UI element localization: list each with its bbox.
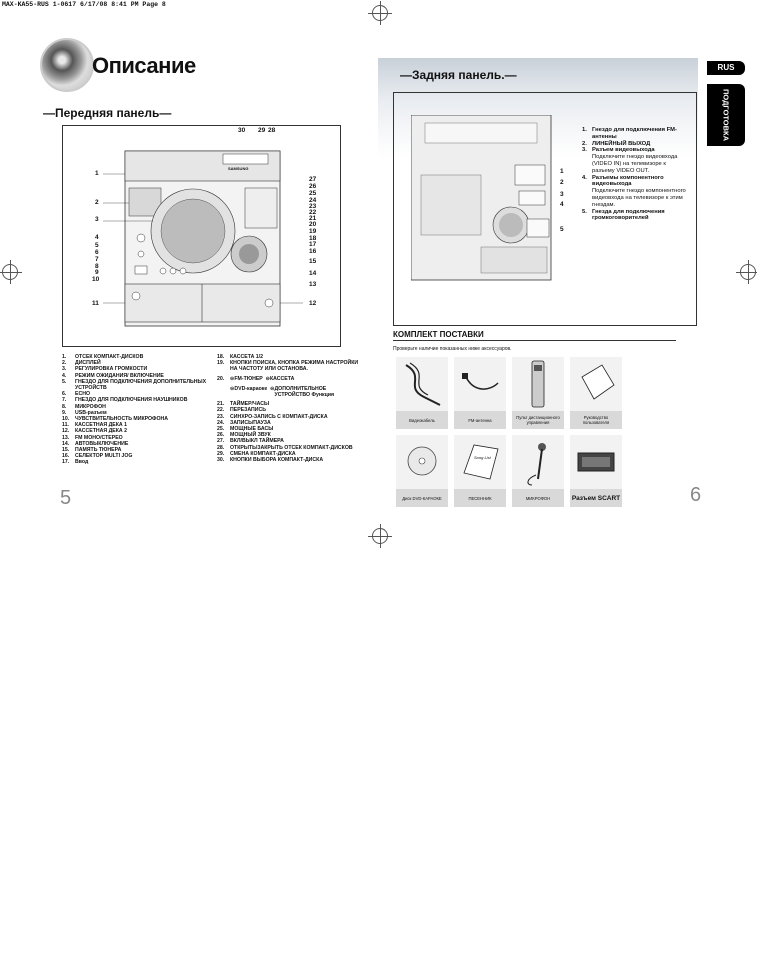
list-item-number: 5. <box>62 378 67 385</box>
callout-15: 15 <box>309 258 317 265</box>
list-item-text: РЕГУЛИРОВКА ГРОМКОСТИ <box>75 366 148 373</box>
list-item-number: 29. <box>217 450 225 457</box>
rear-item-text: Разъемы компонентного видеовыхода <box>592 174 664 188</box>
rear-item <box>582 209 690 223</box>
rear-callout-5: 5 <box>560 226 564 233</box>
callout-24: 24 <box>309 197 317 204</box>
callout-16: 16 <box>309 248 317 255</box>
registration-mark-icon <box>372 528 388 544</box>
front-panel-illustration <box>63 126 340 346</box>
accessory-user-manual: Руководство пользователя <box>570 357 622 429</box>
accessory-dvd-disc: Диск DVD-КАРАОКЕ <box>396 435 448 507</box>
rear-item-number: 4. <box>582 174 587 181</box>
list-item-number: 14. <box>62 440 70 447</box>
kit-title: КОМПЛЕКТ ПОСТАВКИ <box>393 330 676 341</box>
list-item-text: ОТКРЫТЬ/ЗАКРЫТЬ ОТСЕК КОМПАКТ-ДИСКОВ <box>230 444 353 451</box>
list-item-text: ВКЛ/ВЫКЛ ТАЙМЕРА <box>230 438 284 445</box>
rear-item-number <box>582 154 592 174</box>
list-item-number: 2. <box>62 360 67 367</box>
callout-3: 3 <box>95 216 99 223</box>
callout-11: 11 <box>92 300 99 307</box>
list-item-number: 22. <box>217 407 225 414</box>
rear-item <box>582 188 690 208</box>
list-item-text: ТАЙМЕР/ЧАСЫ <box>230 401 270 408</box>
rear-item-text: Гнездо для подключения FM-антенны <box>592 127 677 140</box>
rear-item-text: Подключите гнездо компонентного видеовхода на телевизоре к этим гнездам. <box>592 188 686 208</box>
callout-2: 2 <box>95 199 99 206</box>
list-item-number: 19. <box>217 360 225 367</box>
list-item-text: РЕЖИМ ОЖИДАНИЯ/ ВКЛЮЧЕНИЕ <box>75 372 164 379</box>
front-list-col2a <box>217 354 367 373</box>
accessory-fm-antenna: FM-антенна <box>454 357 506 429</box>
section-tab: ПОДГОТОВКА <box>707 84 745 146</box>
list-item-number: 1. <box>62 354 67 360</box>
callout-4: 4 <box>95 234 99 241</box>
list-item-text: ГНЕЗДО ДЛЯ ПОДКЛЮЧЕНИЯ ДОПОЛНИТЕЛЬНЫХ УСТРОЙСТВ <box>75 378 207 392</box>
list-item-number: 25. <box>217 426 225 433</box>
list-item-text: МИКРОФОН <box>75 403 106 410</box>
rear-callout-3: 3 <box>560 191 564 198</box>
list-item-text: КАССЕТНАЯ ДЕКА 2 <box>75 428 127 435</box>
callout-26: 26 <box>309 183 317 190</box>
rear-item <box>582 141 690 148</box>
print-header: MAX-KA55-RUS 1-0617 6/17/08 8:41 PM Page 8 <box>2 1 166 8</box>
front-list-col2 <box>217 354 367 463</box>
front-list-col1 <box>62 354 207 466</box>
list-item-text: КНОПКИ ВЫБОРА КОМПАКТ-ДИСКА <box>230 457 324 464</box>
brand-label: SAMSUNG <box>228 166 249 171</box>
callout-12: 12 <box>309 300 317 307</box>
rear-item <box>582 154 690 174</box>
list-item-text: ДИСПЛЕЙ <box>75 360 101 367</box>
front-panel-heading: —Передняя панель— <box>43 106 172 120</box>
list-item-text: МОЩНЫЙ ЗВУК <box>230 432 271 439</box>
list-item-text: КАССЕТА 1/2 <box>230 354 263 360</box>
callout-25: 25 <box>309 190 317 197</box>
list-item-text: ГНЕЗДО ДЛЯ ПОДКЛЮЧЕНИЯ НАУШНИКОВ <box>75 397 188 404</box>
rear-item <box>582 127 690 141</box>
list-item-number: 21. <box>217 401 225 408</box>
list-item-text: СМЕНА КОМПАКТ-ДИСКА <box>230 450 296 457</box>
callout-28: 28 <box>268 127 276 134</box>
callout-9: 9 <box>95 269 99 276</box>
registration-mark-icon <box>372 5 388 21</box>
callout-13: 13 <box>309 281 317 288</box>
accessory-video-cable: Видеокабель <box>396 357 448 429</box>
rear-items-list <box>582 127 690 222</box>
callout-1: 1 <box>95 170 99 177</box>
kit-subtitle: Проверьте наличие показанных ниже аксессуаров. <box>393 346 512 352</box>
front-panel-figure <box>62 125 341 347</box>
list-item-text: Ввод <box>75 459 89 466</box>
song-list-label: Song List <box>474 455 491 460</box>
list-item-text: FM МОНО/СТЕРЕО <box>75 434 123 441</box>
list-item-number: 15. <box>62 447 70 454</box>
callout-20: 20 <box>309 221 317 228</box>
list-item-text: АВТОВЫКЛЮЧЕНИЕ <box>75 440 129 447</box>
rear-item-number: 5. <box>582 208 587 215</box>
list-item-text: USB-разъем <box>75 409 107 416</box>
list-item-20-b: ⊝ DVD-караоке ⊝ ДОПОЛНИТЕЛЬНОЕ УСТРОЙСТВО Функция <box>230 385 334 399</box>
rear-item-text: Разъем видеовыхода <box>592 147 655 154</box>
list-item-text: ECHO <box>75 391 90 398</box>
list-item-number: 8. <box>62 403 67 410</box>
callout-8: 8 <box>95 263 99 270</box>
list-item-number: 13. <box>62 434 70 441</box>
accessory-song-book: Song List ПЕСЕННИК <box>454 435 506 507</box>
list-item-text: ОТСЕК КОМПАКТ-ДИСКОВ <box>75 354 144 360</box>
accessory-scart-adapter: Разъем SCART <box>570 435 622 507</box>
callout-5: 5 <box>95 242 99 249</box>
page-number-right: 6 <box>690 484 702 506</box>
list-item-number: 26. <box>217 432 225 439</box>
callout-10: 10 <box>92 276 100 283</box>
list-item-text: ПАМЯТЬ ТЮНЕРА <box>75 447 122 454</box>
list-item <box>62 379 207 391</box>
callout-22: 22 <box>309 209 317 216</box>
page-number-left: 5 <box>60 487 72 509</box>
accessories-grid <box>396 357 626 507</box>
callout-14: 14 <box>309 270 317 277</box>
list-item-number: 10. <box>62 416 70 423</box>
list-item-number: 23. <box>217 413 225 420</box>
rear-item <box>582 175 690 189</box>
rear-item-text: Подключите гнездо видеовхода (VIDEO IN) на телевизоре к разъему VIDEO OUT. <box>592 154 678 174</box>
rear-item <box>582 147 690 154</box>
rear-panel-illustration <box>411 115 561 285</box>
accessory-remote-control: Пульт дистанционного управления <box>512 357 564 429</box>
rear-item-number <box>582 188 592 208</box>
callout-23: 23 <box>309 203 317 210</box>
list-item-number: 18. <box>217 354 225 360</box>
callout-27: 27 <box>309 176 317 183</box>
rear-panel-figure <box>393 92 697 326</box>
callout-30: 30 <box>238 127 246 134</box>
rear-callout-1: 1 <box>560 168 564 175</box>
front-list-col2b <box>217 401 367 463</box>
list-item-text: СЕЛЕКТОР MULTI JOG <box>75 453 133 460</box>
list-item-number: 11. <box>62 422 69 429</box>
language-tab: RUS <box>707 61 745 75</box>
callout-29: 29 <box>258 127 266 134</box>
list-item-text: КНОПКИ ПОИСКА, КНОПКА РЕЖИМА НАСТРОЙКИ НА ЧАСТОТУ ИЛИ ОСТАНОВА. <box>230 360 359 373</box>
list-item-number: 16. <box>62 453 70 460</box>
list-item <box>62 459 207 465</box>
callout-17: 17 <box>309 241 317 248</box>
list-item-number: 28. <box>217 444 225 451</box>
disc-icon <box>40 38 94 92</box>
rear-item-number: 1. <box>582 127 587 133</box>
list-item-text: ПЕРЕЗАПИСЬ <box>230 407 266 414</box>
rear-item-number: 3. <box>582 147 587 154</box>
list-item-number: 27. <box>217 438 225 445</box>
list-item-text: СИНХРО-ЗАПИСЬ С КОМПАКТ-ДИСКА <box>230 413 328 420</box>
list-item-text: МОЩНЫЕ БАСЫ <box>230 426 274 433</box>
rear-item-number: 2. <box>582 140 587 147</box>
list-item-text: ЧУВСТВИТЕЛЬНОСТЬ МИКРОФОНА <box>75 416 169 423</box>
registration-mark-icon <box>2 264 18 280</box>
list-item-number: 24. <box>217 419 225 426</box>
rear-callout-2: 2 <box>560 179 564 186</box>
list-item-number: 12. <box>62 428 70 435</box>
callout-18: 18 <box>309 235 317 242</box>
list-item-20: 20. ⊝ FM-ТЮНЕР ⊝ КАССЕТА <box>217 375 295 382</box>
list-item-number: 9. <box>62 409 67 416</box>
list-item-text: КАССЕТНАЯ ДЕКА 1 <box>75 422 127 429</box>
registration-mark-icon <box>740 264 756 280</box>
callout-7: 7 <box>95 256 99 263</box>
list-item-text: ЗАПИСЬ/ПАУЗА <box>230 419 271 426</box>
page-title: Описание <box>92 53 196 78</box>
list-item <box>217 457 367 463</box>
list-item <box>217 360 367 372</box>
list-item-number: 17. <box>62 459 70 466</box>
rear-item-text: Гнезда для подключения громкоговорителей <box>592 208 665 222</box>
callout-19: 19 <box>309 228 317 235</box>
rear-item-text: ЛИНЕЙНЫЙ ВЫХОД <box>592 140 651 147</box>
rear-callout-4: 4 <box>560 201 564 208</box>
list-item-number: 30. <box>217 457 225 464</box>
callout-21: 21 <box>309 215 317 222</box>
accessory-microphone: МИКРОФОН <box>512 435 564 507</box>
rear-panel-heading: —Задняя панель.— <box>400 68 517 82</box>
list-item-number: 3. <box>62 366 67 373</box>
callout-6: 6 <box>95 249 99 256</box>
list-item-number: 7. <box>62 397 67 404</box>
list-item-number: 6. <box>62 391 67 398</box>
list-item-number: 4. <box>62 372 67 379</box>
